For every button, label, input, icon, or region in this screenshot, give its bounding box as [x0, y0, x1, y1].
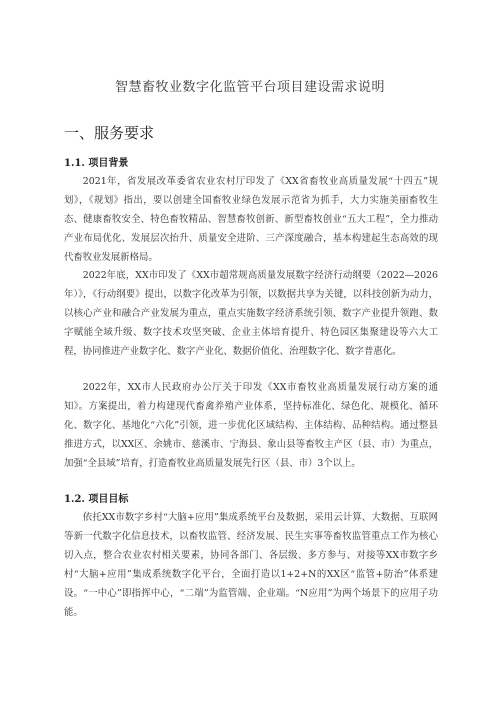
paragraph-objectives-1: 依托XX市数字乡村“大脑+应用”集成系统平台及数据，采用云计算、大数据、互联网等新一代数字化信息技术，以畜牧监管、经济发展、民生实事等畜牧监管重点工作为核心切入点，整合农业农村相关要素，协同各部门、各层级、多方参与、对接等XX市数字乡村“大脑+应用”集成系统数字化平台，全面打造以1+2+N的XX区“监管+防治”体系建设。“一中心”即指挥中心，“二端”为监管端、企业端。“N应用”为两个场景下的应用子功能。: [64, 512, 438, 618]
subsection-heading-background: 1.1. 项目背景: [64, 158, 129, 169]
document-title: 智慧畜牧业数字化监管平台项目建设需求说明: [114, 80, 385, 95]
paragraph-background-3: 2022年，XX市人民政府办公厅关于印发《XX市畜牧业高质量发展行动方案的通知》。方案提出，着力构建现代畜禽养殖产业体系，坚持标准化、绿色化、规模化、循环化、数字化、基地化“六化”引领，进一步优化区域结构、主体结构、品种结构。通过整县推进方式，以XX区、余姚市、慈溪市、宁海县、象山县等畜牧主产区（县、市）为重点，加强“全县域”培育，打造畜牧业高质量发展先行区（县、市）3个以上。: [64, 382, 438, 469]
section-heading-service-requirements: 一、服务要求: [64, 124, 155, 142]
subsection-heading-objectives: 1.2. 项目目标: [64, 494, 129, 505]
paragraph-background-1: 2021年，省发展改革委省农业农村厅印发了《XX省畜牧业高质量发展“十四五”规划》，《规划》指出，要以创建全国畜牧业绿色发展示范省为抓手，大力实施美丽畜牧生态、健康畜牧安全、特色畜牧精品、智慧畜牧创新、新型畜牧创业“五大工程”，全力推动产业布局优化、发展层次抬升、质量安全进阶、三产深度融合，基本构建起生态高效的现代畜牧业发展新格局。: [64, 176, 438, 263]
paragraph-background-2: 2022年底，XX市印发了《XX市超常规高质量发展数字经济行动纲要（2022—2026年）》，《行动纲要》提出，以数字化改革为引领，以数据共享为关键，以科技创新为动力，以核心产业和融合产业发展为重点，重点实施数字经济系统引领、数字产业提升领跑、数字赋能全域升级、数字技术攻坚突破、企业主体培育提升、特色园区集聚建设等六大工程，协同推进产业数字化、数字产业化、数据价值化、治理数字化、数字普惠化。: [64, 270, 438, 357]
